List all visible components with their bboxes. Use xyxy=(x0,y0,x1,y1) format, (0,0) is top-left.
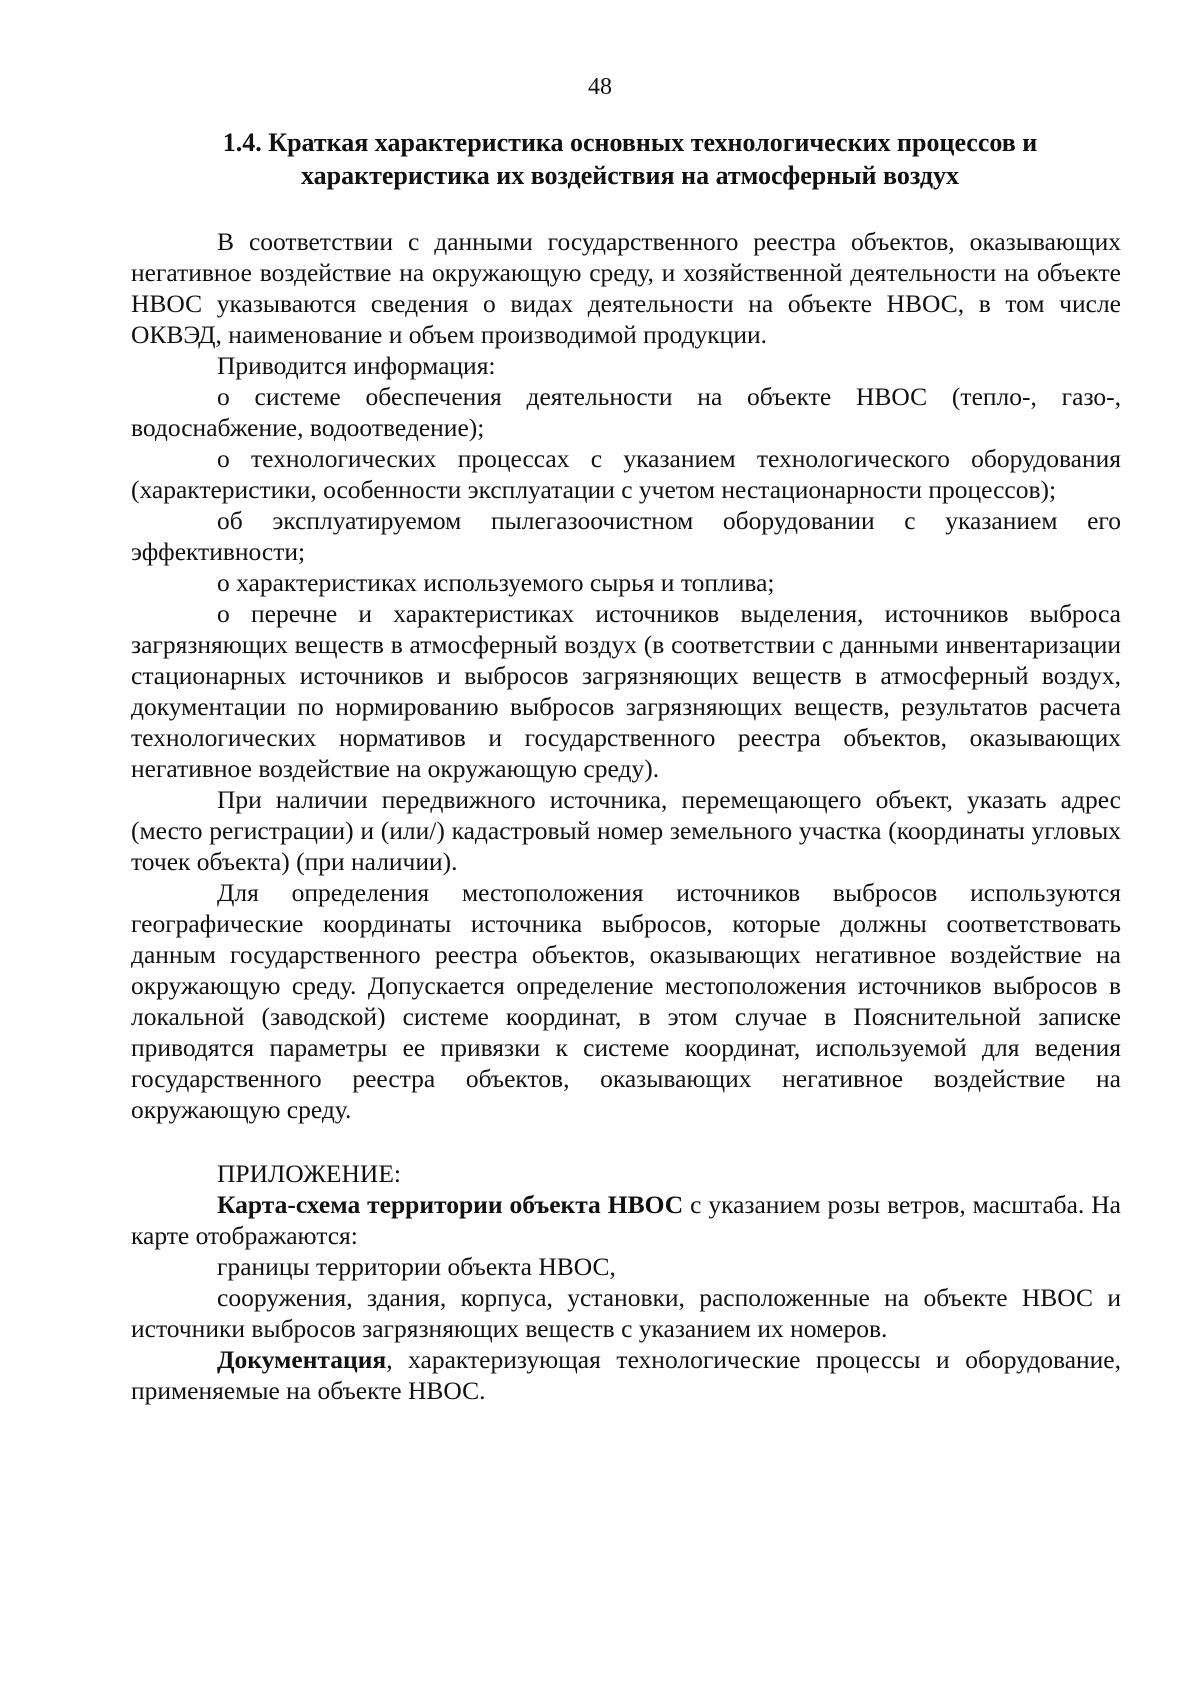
paragraph-raw-materials: о характеристиках используемого сырья и топлива; xyxy=(217,568,775,597)
appendix-map-item-structures: сооружения, здания, корпуса, установки, расположенные на объекте НВОС и источники выбросов загрязняющих веществ с указанием их номеров. xyxy=(131,1283,1121,1343)
paragraph-info-intro: Приводится информация: xyxy=(217,351,496,380)
appendix-documentation-title: Документация xyxy=(217,1345,387,1374)
paragraph-coordinates: Для определения местоположения источников выбросов используются географические координаты источника выбросов, которые должны соответствовать данным государственного реестра объектов, оказывающих негативное воздействие на окружающую среду. Допускается определение местоположения источников выбросов в локальной (заводской) системе координат, в этом случае в Пояснительной записке приводятся параметры ее привязки к системе координат, используемой для ведения государственного реестра объектов, оказывающих негативное воздействие на окружающую среду. xyxy=(131,878,1121,1124)
page-number: 48 xyxy=(588,74,612,100)
spacer xyxy=(131,1125,1121,1158)
appendix-map-item-boundaries: границы территории объекта НВОС, xyxy=(217,1252,616,1281)
appendix-documentation-paragraph xyxy=(131,1344,1121,1406)
section-title xyxy=(150,126,1110,192)
appendix-map-title: Карта-схема территории объекта НВОС xyxy=(217,1190,684,1219)
paragraph-supply-systems: о системе обеспечения деятельности на объекте НВОС (тепло-, газо-, водоснабжение, водоотведение); xyxy=(131,382,1121,442)
paragraph-mobile-source: При наличии передвижного источника, перемещающего объект, указать адрес (место регистрации) и (или/) кадастровый номер земельного участка (координаты угловых точек объекта) (при наличии). xyxy=(131,785,1121,876)
section-title-line-2: характеристика их воздействия на атмосферный воздух xyxy=(300,161,959,190)
section-title-line-1: 1.4. Краткая характеристика основных технологических процессов и xyxy=(222,128,1038,157)
paragraph-registry-info: В соответствии с данными государственного реестра объектов, оказывающих негативное воздействие на окружающую среду, и хозяйственной деятельности на объекте НВОС указываются сведения о видах деятельности на объекте НВОС, в том числе ОКВЭД, наименование и объем производимой продукции. xyxy=(131,227,1121,349)
appendix-map-paragraph xyxy=(131,1189,1121,1251)
document-body xyxy=(131,226,1121,1406)
appendix-map-text: с указанием розы ветров, масштаба. На карте отображаются: xyxy=(131,1190,1121,1250)
appendix-documentation-text: , характеризующая технологические процессы и оборудование, применяемые на объекте НВОС. xyxy=(131,1345,1121,1405)
paragraph-gas-cleaning: об эксплуатируемом пылегазоочистном оборудовании с указанием его эффективности; xyxy=(131,506,1121,566)
appendix-heading: ПРИЛОЖЕНИЕ: xyxy=(217,1159,402,1188)
paragraph-tech-processes: о технологических процессах с указанием технологического оборудования (характеристики, особенности эксплуатации с учетом нестационарности процессов); xyxy=(131,444,1121,504)
paragraph-emission-sources: о перечне и характеристиках источников выделения, источников выброса загрязняющих веществ в атмосферный воздух (в соответствии с данными инвентаризации стационарных источников и выбросов загрязняющих веществ в атмосферный воздух, документации по нормированию выбросов загрязняющих веществ, результатов расчета технологических нормативов и государственного реестра объектов, оказывающих негативное воздействие на окружающую среду). xyxy=(131,599,1121,783)
